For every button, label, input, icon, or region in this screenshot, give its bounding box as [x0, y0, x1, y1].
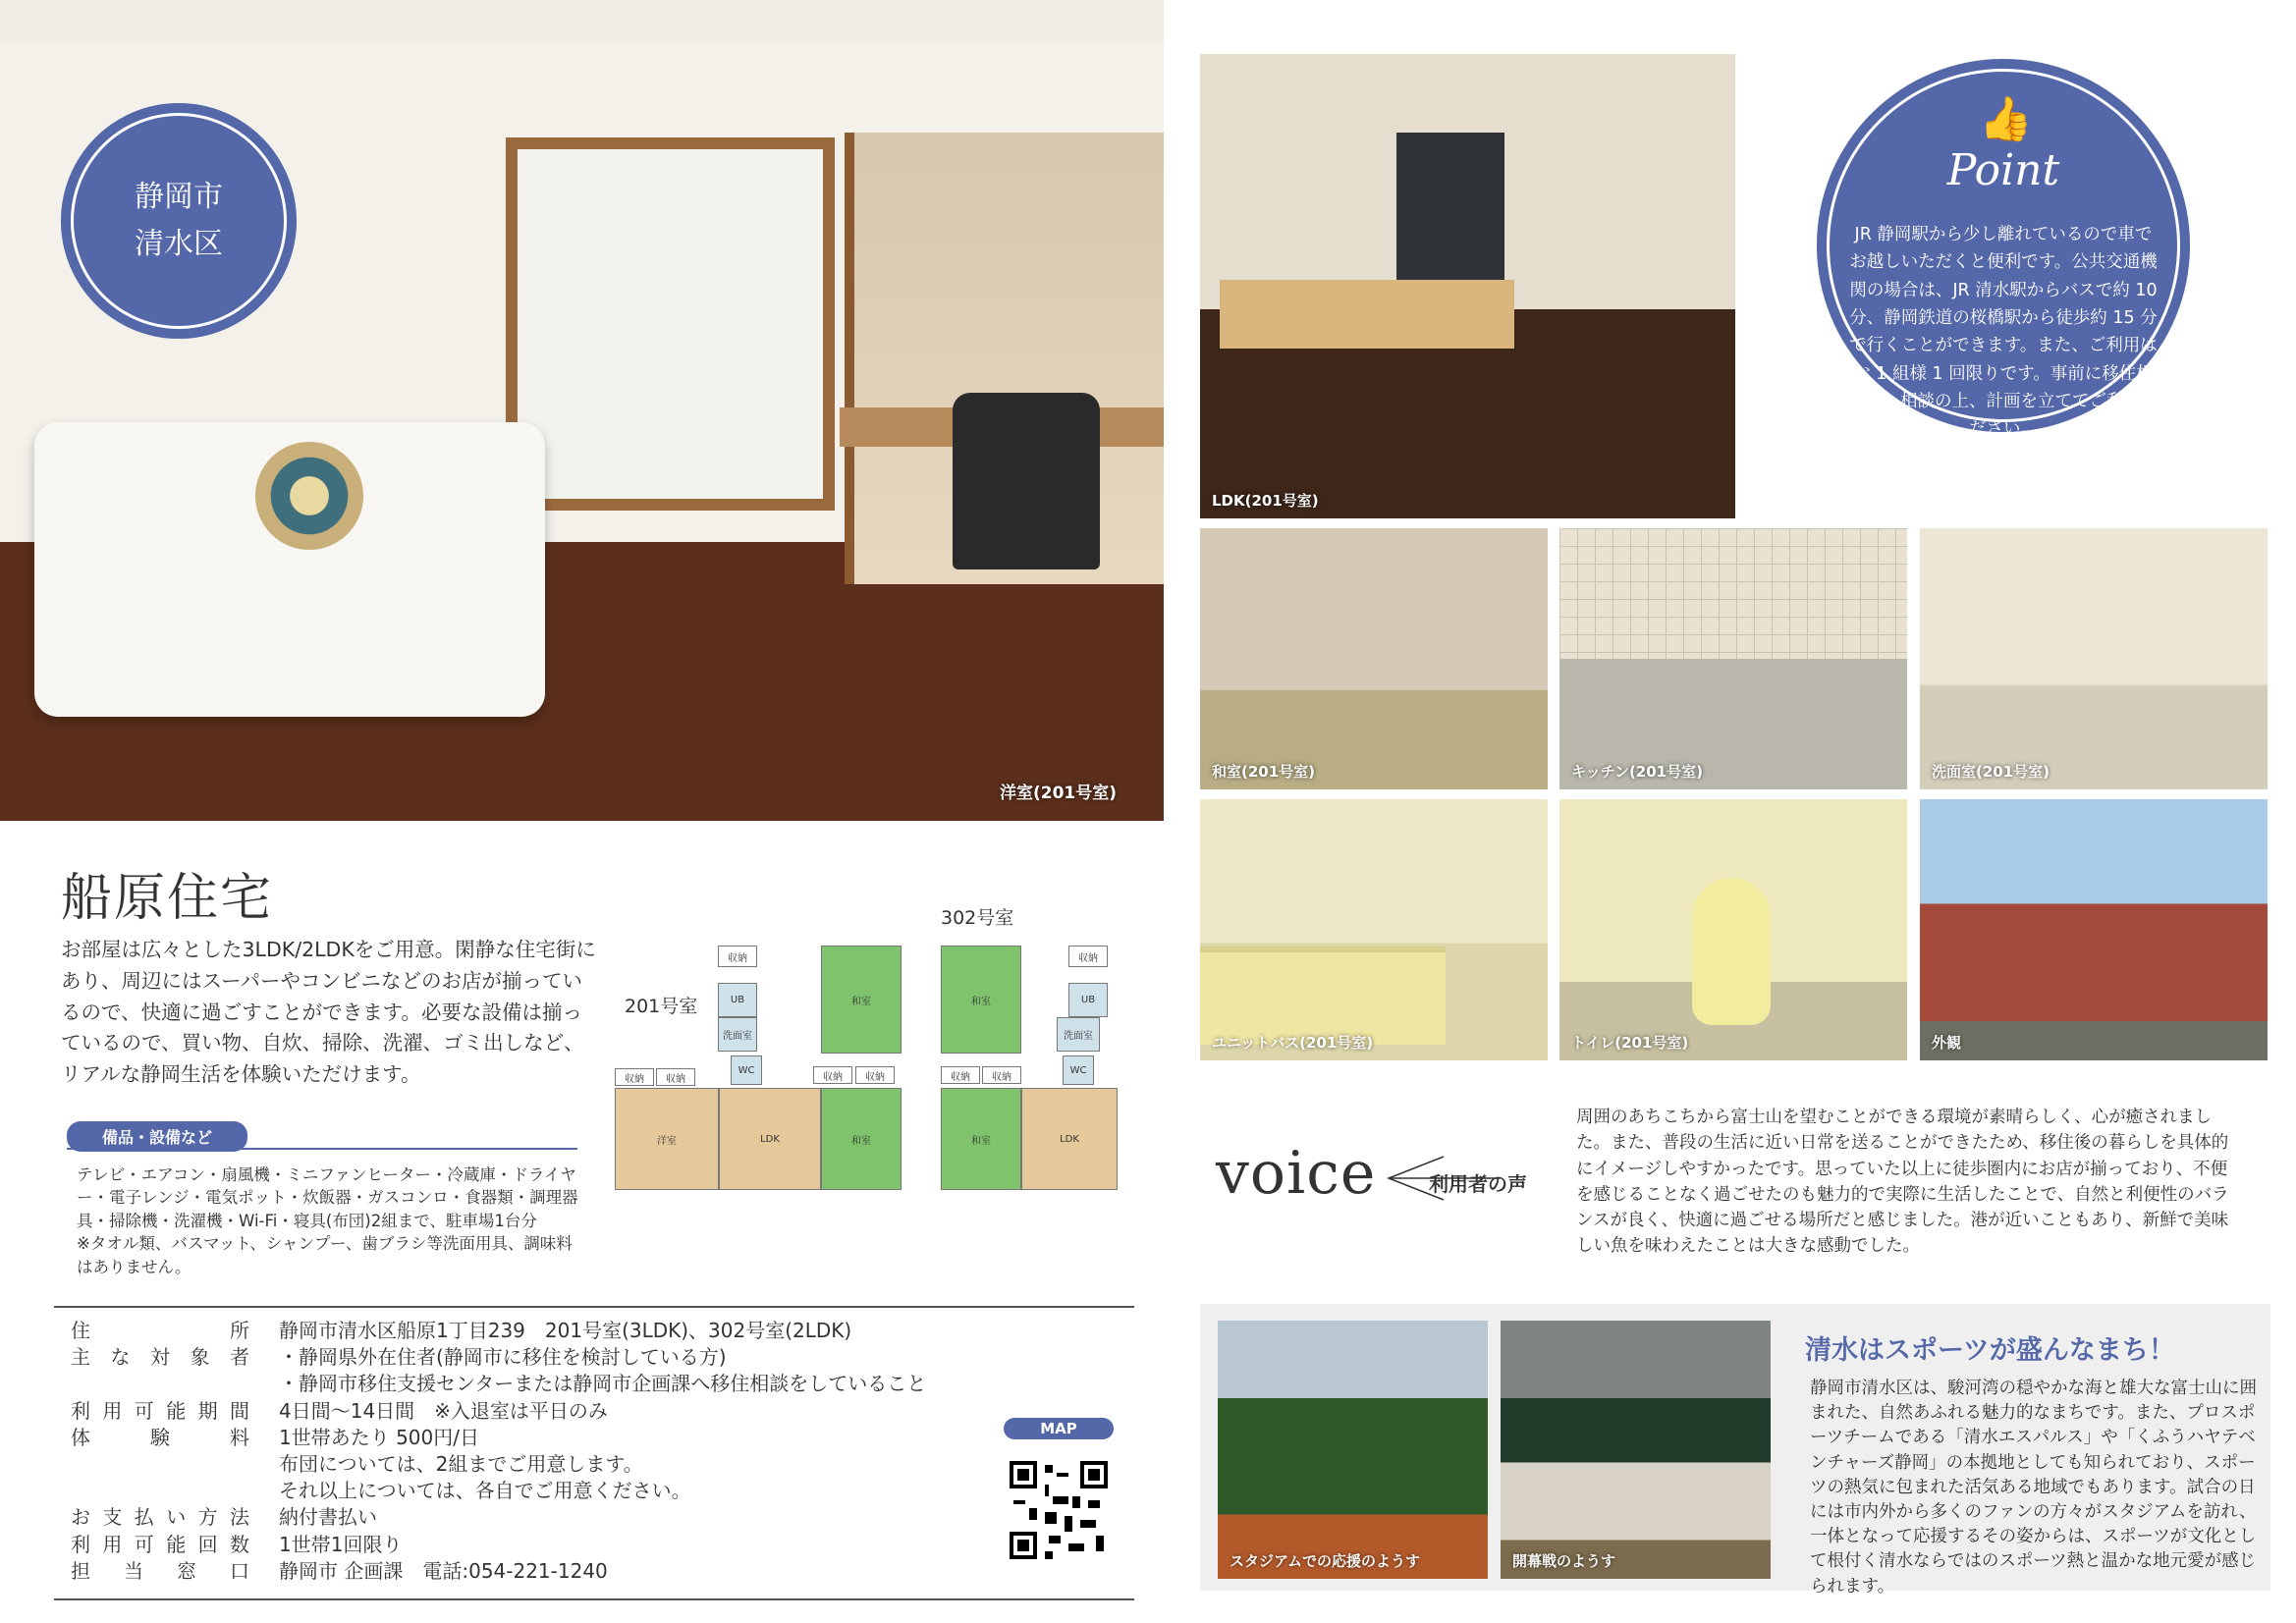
city-badge-line1: 静岡市: [135, 180, 223, 214]
floorplan-201-label: 201号室: [625, 996, 698, 1017]
photo-caption: スタジアムでの応援のようす: [1230, 1552, 1420, 1570]
photo-caption: トイレ(201号室): [1571, 1034, 1689, 1052]
divider: [67, 1148, 577, 1150]
page-title: 船原住宅: [61, 869, 274, 928]
room-storage: 収納: [855, 1066, 895, 1084]
bath-photo: [1200, 799, 1548, 1060]
info-value: 4日間〜14日間 ※入退室は平日のみ: [279, 1398, 608, 1423]
info-row: [71, 1398, 1013, 1425]
room-washitsu: 和室: [821, 1088, 902, 1190]
qr-code-icon[interactable]: [1010, 1461, 1108, 1559]
floorplan-201: [615, 946, 900, 1191]
info-value: 布団については、2組までご用意します。: [279, 1451, 643, 1476]
info-key: 住所: [71, 1319, 249, 1342]
tile-wall: [1559, 528, 1907, 659]
room-ldk: LDK: [1021, 1088, 1118, 1190]
photo-caption: キッチン(201号室): [1571, 763, 1703, 781]
info-value: 静岡市清水区船原1丁目239 201号室(3LDK)、302号室(2LDK): [279, 1319, 852, 1342]
dining-table: [1220, 280, 1514, 349]
info-key: 利用可能期間: [71, 1398, 249, 1423]
room-storage: 収納: [813, 1066, 852, 1084]
info-key: お支払い方法: [71, 1505, 249, 1530]
equipment-text: テレビ・エアコン・扇風機・ミニファンヒーター・冷蔵庫・ドライヤー・電子レンジ・電気ポット・炊飯器・ガスコンロ・食器類・調理器具・掃除機・洗濯機・Wi-Fi・寝具(布団)2組まで、駐車場1台分: [77, 1165, 578, 1230]
info-row: [71, 1425, 1013, 1451]
point-title: Point: [1946, 145, 2060, 195]
toilet-photo: [1559, 799, 1907, 1060]
equipment-heading-label: 備品・設備など: [67, 1121, 247, 1152]
info-divider-bottom: [54, 1598, 1134, 1600]
info-key: 担当窓口: [71, 1558, 249, 1583]
city-badge-line2: 清水区: [135, 227, 223, 261]
photo-caption: 洗面室(201号室): [1932, 763, 2050, 781]
info-row: [71, 1371, 1013, 1397]
room-washroom: 洗面室: [718, 1017, 757, 1052]
ldk-photo-caption: LDK(201号室): [1212, 492, 1319, 510]
room-washroom: 洗面室: [1057, 1017, 1100, 1052]
info-key: 主な対象者: [71, 1345, 249, 1370]
floorplan-302: [941, 946, 1118, 1191]
exterior-photo: [1920, 799, 2268, 1060]
info-value: 静岡市 企画課 電話:054-221-1240: [279, 1558, 608, 1583]
stadium-photo: [1218, 1321, 1488, 1579]
room-storage: 収納: [656, 1068, 695, 1086]
room-storage: 収納: [1068, 946, 1108, 967]
city-badge: [61, 103, 297, 339]
info-row: [71, 1504, 1013, 1531]
sliding-door: [506, 137, 835, 511]
room-wc: WC: [731, 1055, 762, 1085]
room-yoshitsu: 洋室: [615, 1088, 719, 1190]
info-divider-top: [54, 1306, 1134, 1308]
room-ub: UB: [718, 983, 757, 1017]
info-row: [71, 1344, 1013, 1371]
ldk-photo: [1200, 54, 1735, 518]
info-key: 利用可能回数: [71, 1532, 249, 1556]
info-value: ・静岡県外在住者(静岡市に移住を検討している方): [279, 1345, 727, 1370]
sports-text: 静岡市清水区は、駿河湾の穏やかな海と雄大な富士山に囲まれた、自然あふれる魅力的なまちです。また、プロスポーツチームである「清水エスパルス」や「くふうハヤテベンチャーズ静岡」の本拠地としても知られており、スポーツの熱気に包まれた活気ある地域でもあります。試合の日には市内外から多くのファンの方々がスタジアムを訪れ、一体となって応援するその姿からは、スポーツが文化として根付く清水ならではのスポーツ熱と温かな地元愛が感じられます。: [1810, 1379, 2257, 1596]
sports-title: 清水はスポーツが盛んなまち！: [1805, 1335, 2175, 1366]
info-row: [71, 1558, 1013, 1585]
room-washitsu: 和室: [821, 946, 902, 1054]
info-value: 1世帯1回限り: [279, 1532, 403, 1556]
room-washitsu: 和室: [941, 1088, 1021, 1190]
room-storage: 収納: [718, 946, 757, 967]
info-value: それ以上については、各自でご用意ください。: [279, 1479, 691, 1503]
room-storage: 収納: [615, 1068, 654, 1086]
voice-text: 周囲のあちこちから富士山を望むことができる環境が素晴らしく、心が癒されました。また、普段の生活に近い日常を送ることができたため、移住後の暮らしを具体的にイメージしやすかったです。思っていた以上に徒歩圏内にお店が揃っており、不便を感じることなく過ごせたのも魅力的で実際に生活したことで、自然と利便性のバランスが良く、快適に過ごせる場所だと感じました。港が近いこともあり、新鮮で美味しい魚を味わえたことは大きな感動でした。: [1576, 1108, 2229, 1257]
info-table: [71, 1318, 1013, 1585]
room-wc: WC: [1063, 1055, 1094, 1085]
thumbs-up-icon: 👍: [1979, 94, 2033, 144]
cushion: [255, 442, 363, 550]
washroom-photo: [1920, 528, 2268, 789]
voice-heading: voice: [1216, 1139, 1377, 1208]
info-value: ・静岡市移住支援センターまたは静岡市企画課へ移住相談をしていること: [279, 1372, 927, 1396]
info-key: 体験料: [71, 1425, 249, 1449]
room-washitsu: 和室: [941, 946, 1021, 1054]
info-value: 納付書払い: [279, 1505, 377, 1530]
room-storage: 収納: [982, 1066, 1021, 1084]
photo-caption: 外観: [1932, 1034, 1962, 1052]
equipment-list: [77, 1163, 587, 1278]
washitsu-photo: [1200, 528, 1548, 789]
point-badge: [1817, 59, 2190, 440]
equipment-note: ※タオル類、バスマット、シャンプー、歯ブラシ等洗面用具、調味料はありません。: [77, 1234, 573, 1276]
point-text: JR 静岡駅から少し離れているので車でお越しいただくと便利です。公共交通機関の場合は、JR 清水駅からバスで約 10 分、静岡鉄道の桜橋駅から徒歩約 15 分で行くことができます。また、ご利用はお 1 組様 1 回限りです。事前に移住相談員へ相談の上、計画を立ててご利用ください。: [1848, 225, 2159, 440]
opening-game-photo: [1501, 1321, 1771, 1579]
room-ub: UB: [1068, 983, 1108, 1017]
info-row: [71, 1478, 1013, 1504]
info-row: [71, 1532, 1013, 1558]
office-chair: [953, 393, 1100, 569]
photo-caption: 和室(201号室): [1212, 763, 1316, 781]
bathtub: [1200, 947, 1446, 1045]
info-value: 1世帯あたり 500円/日: [279, 1425, 479, 1449]
info-row: [71, 1318, 1013, 1344]
main-photo-caption: 洋室(201号室): [999, 784, 1117, 803]
info-row: [71, 1451, 1013, 1478]
room-storage: 収納: [941, 1066, 980, 1084]
description: お部屋は広々とした3LDK/2LDKをご用意。閑静な住宅街にあり、周辺にはスーパーやコンビニなどのお店が揃っているので、快適に過ごすことができます。必要な設備は揃っているので、買い物、自炊、掃除、洗濯、ゴミ出しなど、リアルな静岡生活を体験いただけます。: [61, 938, 596, 1087]
photo-caption: 開幕戦のようす: [1512, 1552, 1616, 1570]
voice-subheading: 利用者の声: [1429, 1172, 1527, 1196]
equipment-heading: [67, 1121, 577, 1149]
toilet: [1692, 878, 1771, 1025]
floorplan-302-label: 302号室: [941, 907, 1014, 929]
room-ldk: LDK: [719, 1088, 821, 1190]
photo-caption: ユニットバス(201号室): [1212, 1034, 1374, 1052]
kitchen-photo: [1559, 528, 1907, 789]
map-label: MAP: [1004, 1418, 1114, 1439]
